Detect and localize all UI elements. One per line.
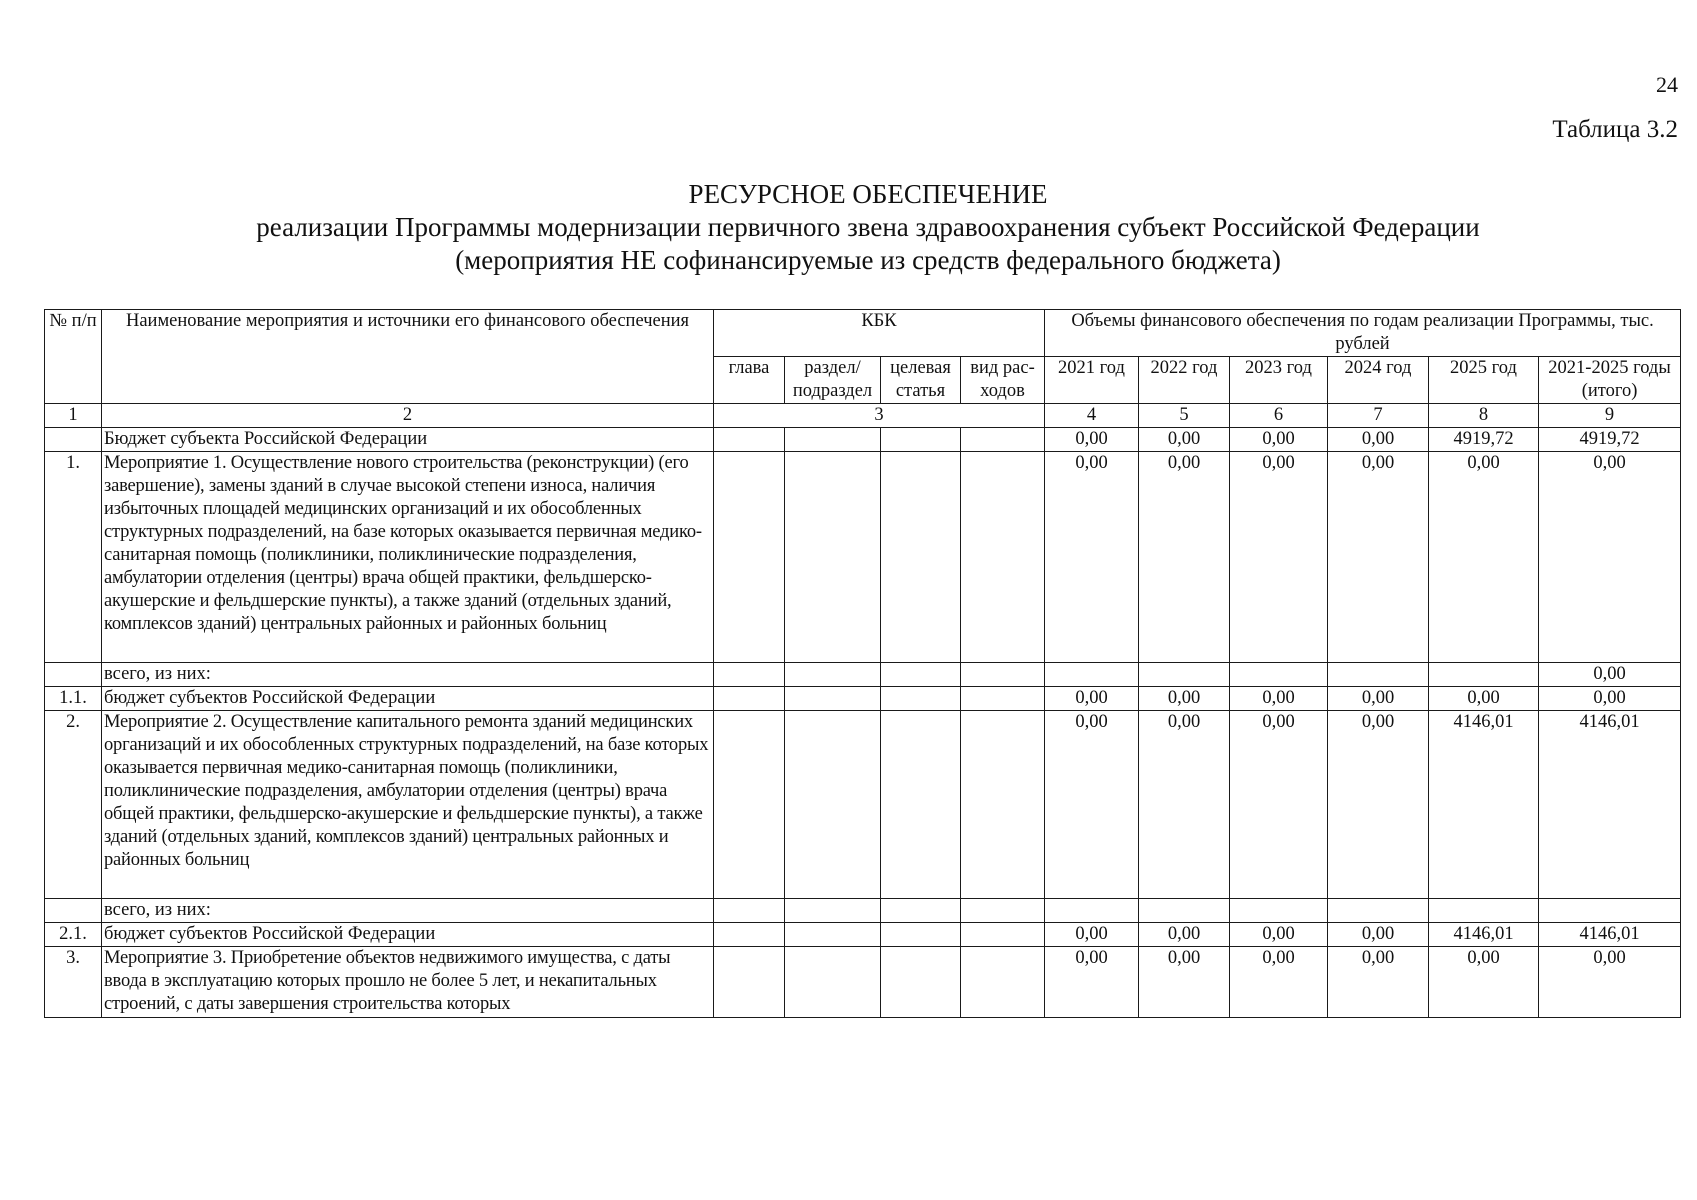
kbk-cell	[881, 923, 961, 947]
kbk-cell	[714, 947, 785, 1018]
value-cell: 0,00	[1230, 947, 1328, 1018]
value-cell: 0,00	[1230, 923, 1328, 947]
header-year-total: 2021-2025 годы (итого)	[1539, 357, 1681, 404]
kbk-cell	[961, 452, 1045, 663]
value-cell: 0,00	[1139, 687, 1230, 711]
table-row	[45, 947, 1681, 1018]
kbk-cell	[714, 663, 785, 687]
row-name: бюджет субъектов Российской Федерации	[102, 687, 714, 711]
row-num	[45, 663, 102, 687]
value-cell: 0,00	[1230, 428, 1328, 452]
value-cell: 0,00	[1045, 687, 1139, 711]
value-cell: 0,00	[1045, 923, 1139, 947]
value-cell: 0,00	[1139, 711, 1230, 899]
kbk-cell	[785, 663, 881, 687]
title-line-3: (мероприятия НЕ софинансируемые из средств федерального бюджета)	[455, 245, 1281, 275]
value-cell	[1139, 899, 1230, 923]
document-title	[0, 178, 1697, 277]
col-number: 5	[1139, 404, 1230, 428]
kbk-cell	[714, 899, 785, 923]
kbk-cell	[961, 687, 1045, 711]
table-row	[45, 452, 1681, 663]
row-num	[45, 428, 102, 452]
col-number: 4	[1045, 404, 1139, 428]
row-num: 2.	[45, 711, 102, 899]
header-name: Наименование мероприятия и источники его финансового обеспечения	[102, 310, 714, 404]
value-cell: 0,00	[1139, 947, 1230, 1018]
kbk-cell	[785, 687, 881, 711]
value-cell: 0,00	[1328, 687, 1429, 711]
table-row	[45, 923, 1681, 947]
header-num: № п/п	[45, 310, 102, 404]
value-cell: 0,00	[1539, 687, 1681, 711]
value-cell: 0,00	[1328, 711, 1429, 899]
row-num: 1.1.	[45, 687, 102, 711]
kbk-cell	[881, 947, 961, 1018]
kbk-cell	[785, 923, 881, 947]
value-cell: 0,00	[1139, 923, 1230, 947]
col-number: 2	[102, 404, 714, 428]
header-year-2022: 2022 год	[1139, 357, 1230, 404]
row-name: Мероприятие 2. Осуществление капитального ремонта зданий медицинских организаций и их обособленных структурных подразделений, на базе которых оказывается первичная медико-санитарная помощь (поликлиники, поликлинические подразделения, амбулатории отделения (центры) врача общей практики, фельдшерско-акушерские и фельдшерские пункты), а также зданий (отдельных зданий, комплексов зданий) центральных районных и районных больниц	[102, 711, 714, 899]
row-num: 1.	[45, 452, 102, 663]
kbk-cell	[785, 711, 881, 899]
header-year-2024: 2024 год	[1328, 357, 1429, 404]
title-line-1: РЕСУРСНОЕ ОБЕСПЕЧЕНИЕ	[688, 179, 1048, 209]
header-kbk-statya: целевая статья	[881, 357, 961, 404]
table-row	[45, 663, 1681, 687]
kbk-cell	[881, 711, 961, 899]
value-cell	[1539, 899, 1681, 923]
value-cell: 4146,01	[1429, 711, 1539, 899]
value-cell	[1328, 663, 1429, 687]
kbk-cell	[881, 452, 961, 663]
kbk-cell	[881, 899, 961, 923]
value-cell: 0,00	[1045, 428, 1139, 452]
value-cell: 0,00	[1230, 711, 1328, 899]
column-numbers-row	[45, 404, 1681, 428]
value-cell	[1139, 663, 1230, 687]
kbk-cell	[961, 428, 1045, 452]
value-cell: 0,00	[1429, 687, 1539, 711]
table-row	[45, 711, 1681, 899]
header-kbk-razdel: раздел/ подраздел	[785, 357, 881, 404]
kbk-cell	[714, 452, 785, 663]
kbk-cell	[714, 687, 785, 711]
kbk-cell	[785, 428, 881, 452]
table-row	[45, 899, 1681, 923]
kbk-cell	[961, 711, 1045, 899]
kbk-cell	[785, 947, 881, 1018]
kbk-cell	[881, 687, 961, 711]
kbk-cell	[785, 899, 881, 923]
header-year-2025: 2025 год	[1429, 357, 1539, 404]
row-name: Мероприятие 1. Осуществление нового строительства (реконструкции) (его завершение), замены зданий в случае высокой степени износа, наличия избыточных площадей медицинских организаций и их обособленных структурных подразделений, на базе которых оказывается первичная медико-санитарная помощь (поликлиники, поликлинические подразделения, амбулатории отделения (центры) врача общей практики, фельдшерско-акушерские и фельдшерские пункты), а также зданий (отдельных зданий, комплексов зданий) центральных районных и районных больниц	[102, 452, 714, 663]
value-cell: 4146,01	[1539, 711, 1681, 899]
value-cell	[1230, 899, 1328, 923]
value-cell: 0,00	[1328, 452, 1429, 663]
table-row	[45, 687, 1681, 711]
table-caption: Таблица 3.2	[1552, 116, 1678, 143]
value-cell: 0,00	[1328, 428, 1429, 452]
value-cell	[1429, 899, 1539, 923]
col-number: 1	[45, 404, 102, 428]
kbk-cell	[881, 663, 961, 687]
value-cell: 4919,72	[1429, 428, 1539, 452]
value-cell: 0,00	[1429, 452, 1539, 663]
kbk-cell	[714, 923, 785, 947]
table-row	[45, 428, 1681, 452]
col-number: 9	[1539, 404, 1681, 428]
value-cell: 0,00	[1539, 452, 1681, 663]
kbk-cell	[881, 428, 961, 452]
value-cell: 0,00	[1539, 947, 1681, 1018]
value-cell: 0,00	[1139, 452, 1230, 663]
row-num: 2.1.	[45, 923, 102, 947]
value-cell: 0,00	[1328, 923, 1429, 947]
header-year-2021: 2021 год	[1045, 357, 1139, 404]
value-cell: 0,00	[1328, 947, 1429, 1018]
value-cell: 0,00	[1230, 452, 1328, 663]
value-cell: 4919,72	[1539, 428, 1681, 452]
value-cell	[1045, 899, 1139, 923]
value-cell: 0,00	[1045, 711, 1139, 899]
value-cell: 0,00	[1429, 947, 1539, 1018]
value-cell	[1328, 899, 1429, 923]
value-cell: 0,00	[1230, 687, 1328, 711]
value-cell	[1429, 663, 1539, 687]
col-number: 7	[1328, 404, 1429, 428]
value-cell: 0,00	[1045, 452, 1139, 663]
row-name: всего, из них:	[102, 663, 714, 687]
header-kbk-glava: глава	[714, 357, 785, 404]
value-cell: 0,00	[1045, 947, 1139, 1018]
header-volumes: Объемы финансового обеспечения по годам реализации Программы, тыс. рублей	[1045, 310, 1681, 357]
title-line-2: реализации Программы модернизации первичного звена здравоохранения субъект Российской Федерации	[256, 212, 1480, 242]
header-year-2023: 2023 год	[1230, 357, 1328, 404]
row-name: Мероприятие 3. Приобретение объектов недвижимого имущества, с даты ввода в эксплуатацию которых прошло не более 5 лет, и некапитальных строений, с даты завершения строительства которых	[102, 947, 714, 1018]
row-name: всего, из них:	[102, 899, 714, 923]
kbk-cell	[961, 663, 1045, 687]
col-number: 6	[1230, 404, 1328, 428]
row-name: Бюджет субъекта Российской Федерации	[102, 428, 714, 452]
page-number: 24	[1656, 72, 1678, 97]
kbk-cell	[714, 711, 785, 899]
value-cell: 4146,01	[1429, 923, 1539, 947]
value-cell: 4146,01	[1539, 923, 1681, 947]
col-number: 8	[1429, 404, 1539, 428]
value-cell: 0,00	[1539, 663, 1681, 687]
kbk-cell	[714, 428, 785, 452]
kbk-cell	[961, 899, 1045, 923]
col-number: 3	[714, 404, 1045, 428]
header-kbk-vid: вид рас- ходов	[961, 357, 1045, 404]
header-row-1	[45, 310, 1681, 357]
row-num: 3.	[45, 947, 102, 1018]
value-cell	[1230, 663, 1328, 687]
row-num	[45, 899, 102, 923]
value-cell: 0,00	[1139, 428, 1230, 452]
kbk-cell	[785, 452, 881, 663]
resource-table	[44, 309, 1681, 1018]
kbk-cell	[961, 947, 1045, 1018]
kbk-cell	[961, 923, 1045, 947]
header-kbk: КБК	[714, 310, 1045, 357]
row-name: бюджет субъектов Российской Федерации	[102, 923, 714, 947]
value-cell	[1045, 663, 1139, 687]
